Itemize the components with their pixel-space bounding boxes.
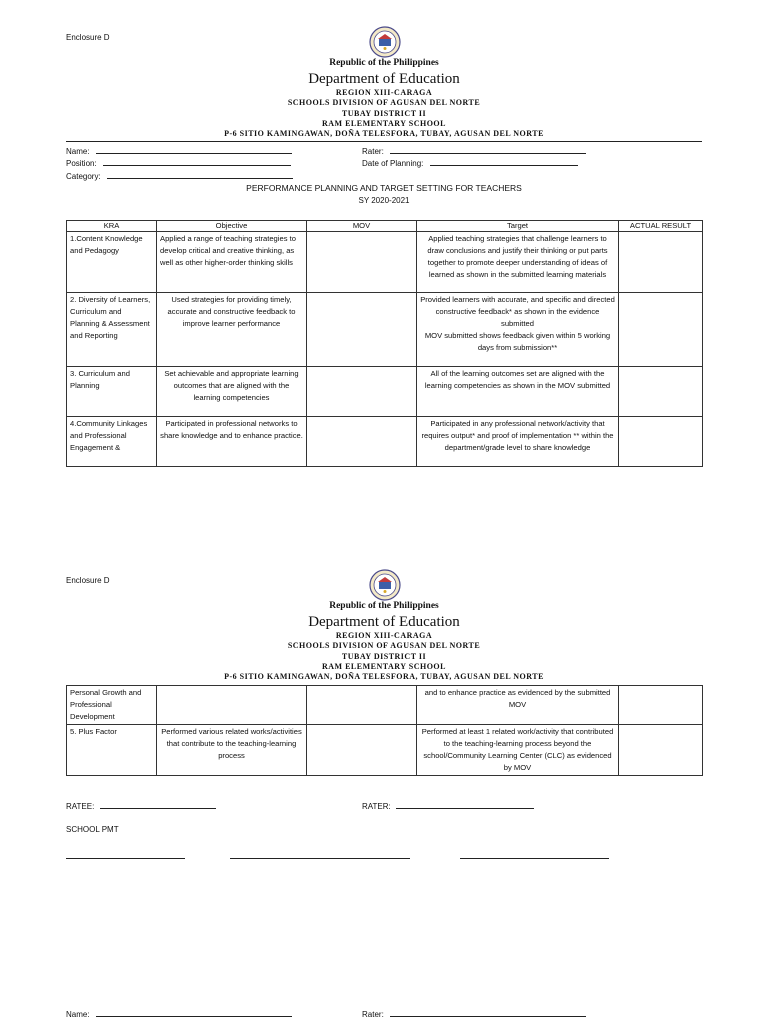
kra-cell: Personal Growth and Professional Development — [67, 686, 157, 725]
name-input[interactable] — [96, 146, 292, 154]
footer-rater-label: Rater: — [362, 1010, 384, 1019]
category-label: Category: — [66, 172, 101, 181]
mov-cell[interactable] — [307, 725, 417, 776]
mov-header: MOV — [307, 221, 417, 232]
table-row — [67, 417, 703, 467]
date-of-planning-field — [362, 158, 578, 168]
table-row — [67, 232, 703, 293]
table-row — [67, 725, 703, 776]
objective-cell: Used strategies for providing timely, accurate and constructive feedback to improve learner performance — [157, 293, 307, 367]
kra-cell: 2. Diversity of Learners, Curriculum and Planning & Assessment and Reporting — [67, 293, 157, 367]
republic-heading: Republic of the Philippines — [329, 58, 439, 68]
table-row — [67, 367, 703, 417]
mov-cell[interactable] — [307, 686, 417, 725]
school-pmt-label: SCHOOL PMT — [66, 825, 119, 834]
target-cell: All of the learning outcomes set are aligned with the learning competencies as shown in the MOV submitted — [417, 367, 619, 417]
school-line: RAM ELEMENTARY SCHOOL — [321, 662, 446, 671]
form-title: PERFORMANCE PLANNING AND TARGET SETTING FOR TEACHERS — [246, 183, 522, 193]
actual-result-header: ACTUAL RESULT — [619, 221, 703, 232]
deped-seal-icon — [369, 26, 401, 58]
kra-table — [66, 220, 703, 467]
category-field — [66, 171, 293, 181]
republic-heading: Republic of the Philippines — [329, 601, 439, 611]
region-line: REGION XIII-CARAGA — [335, 631, 433, 640]
actual-result-cell[interactable] — [619, 725, 703, 776]
target-cell: Participated in any professional network/activity that requires output* and proof of implementation ** within the department/grade level to share knowledge — [417, 417, 619, 467]
table-row — [67, 293, 703, 367]
footer-name-field — [66, 1009, 292, 1019]
district-line: TUBAY DISTRICT II — [341, 109, 427, 118]
table-header-row — [67, 221, 703, 232]
mov-cell[interactable] — [307, 367, 417, 417]
footer-name-label: Name: — [66, 1010, 90, 1019]
position-label: Position: — [66, 159, 97, 168]
footer-rater-input[interactable] — [390, 1009, 586, 1017]
rater-label: Rater: — [362, 147, 384, 156]
mov-cell[interactable] — [307, 293, 417, 367]
division-line: SCHOOLS DIVISION OF AGUSAN DEL NORTE — [287, 641, 481, 650]
footer-rater-field — [362, 1009, 586, 1019]
deped-seal-icon — [369, 569, 401, 601]
kra-cell: 1.Content Knowledge and Pedagogy — [67, 232, 157, 293]
pmt-signature-line-3[interactable] — [460, 858, 609, 859]
kra-cell: 5. Plus Factor — [67, 725, 157, 776]
kra-cell: 4.Community Linkages and Professional Engagement & — [67, 417, 157, 467]
rater-signature-label: RATER: — [362, 802, 391, 811]
kra-header: KRA — [67, 221, 157, 232]
mov-cell[interactable] — [307, 232, 417, 293]
rater-signature-input[interactable] — [396, 801, 534, 809]
name-field — [66, 146, 292, 156]
name-label: Name: — [66, 147, 90, 156]
target-cell: Provided learners with accurate, and specific and directed constructive feedback* as shown in the evidence submitted MOV submitted shows feedback given within 5 working days from submission** — [417, 293, 619, 367]
actual-result-cell[interactable] — [619, 293, 703, 367]
school-year: SY 2020-2021 — [358, 196, 410, 205]
target-cell: and to enhance practice as evidenced by the submitted MOV — [417, 686, 619, 725]
ratee-label: RATEE: — [66, 802, 95, 811]
objective-cell: Participated in professional networks to share knowledge and to enhance practice. — [157, 417, 307, 467]
date-of-planning-label: Date of Planning: — [362, 159, 424, 168]
department-heading: Department of Education — [308, 614, 460, 630]
actual-result-cell[interactable] — [619, 367, 703, 417]
objective-cell: Performed various related works/activities that contribute to the teaching-learning process — [157, 725, 307, 776]
district-line: TUBAY DISTRICT II — [341, 652, 427, 661]
division-line: SCHOOLS DIVISION OF AGUSAN DEL NORTE — [287, 98, 481, 107]
footer-name-input[interactable] — [96, 1009, 292, 1017]
rater-field — [362, 146, 586, 156]
address-line: P-6 SITIO KAMINGAWAN, DOÑA TELESFORA, TUBAY, AGUSAN DEL NORTE — [224, 672, 544, 681]
objective-cell — [157, 686, 307, 725]
actual-result-cell[interactable] — [619, 417, 703, 467]
header-divider — [66, 141, 702, 142]
school-line: RAM ELEMENTARY SCHOOL — [321, 119, 446, 128]
pmt-signature-line-1[interactable] — [66, 858, 185, 859]
region-line: REGION XIII-CARAGA — [335, 88, 433, 97]
rater-signature-field — [362, 801, 534, 811]
department-heading: Department of Education — [308, 71, 460, 87]
ratee-signature-field — [66, 801, 216, 811]
actual-result-cell[interactable] — [619, 232, 703, 293]
category-input[interactable] — [107, 171, 293, 179]
position-input[interactable] — [103, 158, 291, 166]
kra-cell: 3. Curriculum and Planning — [67, 367, 157, 417]
actual-result-cell[interactable] — [619, 686, 703, 725]
rater-input[interactable] — [390, 146, 586, 154]
enclosure-label: Enclosure D — [66, 576, 110, 585]
objective-cell: Applied a range of teaching strategies to develop critical and creative thinking, as well as other higher-order thinking skills — [157, 232, 307, 293]
objective-header: Objective — [157, 221, 307, 232]
position-field — [66, 158, 291, 168]
table-row — [67, 686, 703, 725]
date-of-planning-input[interactable] — [430, 158, 578, 166]
target-cell: Performed at least 1 related work/activity that contributed to the teaching-learning process beyond the school/Community Learning Center (CLC) as evidenced by MOV — [417, 725, 619, 776]
ratee-input[interactable] — [100, 801, 216, 809]
kra-table-continued — [66, 685, 703, 776]
target-header: Target — [417, 221, 619, 232]
address-line: P-6 SITIO KAMINGAWAN, DOÑA TELESFORA, TUBAY, AGUSAN DEL NORTE — [224, 129, 544, 138]
pmt-signature-line-2[interactable] — [230, 858, 410, 859]
target-cell: Applied teaching strategies that challenge learners to draw conclusions and justify their thinking or put parts together to promote deeper understanding of ideas of learned as shown in the submitted learning materials — [417, 232, 619, 293]
objective-cell: Set achievable and appropriate learning outcomes that are aligned with the learning competencies — [157, 367, 307, 417]
enclosure-label: Enclosure D — [66, 33, 110, 42]
mov-cell[interactable] — [307, 417, 417, 467]
